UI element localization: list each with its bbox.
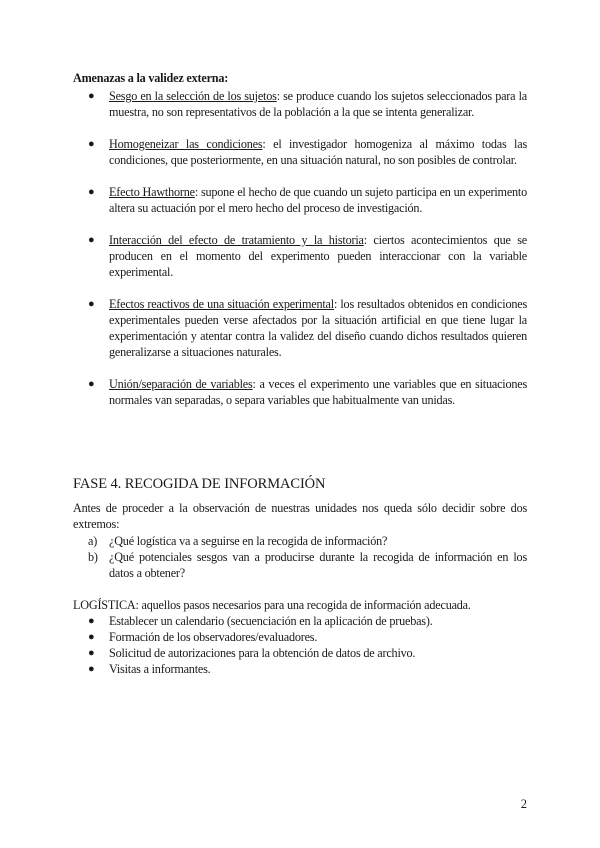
logistics-item xyxy=(73,645,527,661)
threat-item xyxy=(73,136,527,168)
question-marker: a) xyxy=(88,534,98,548)
threat-description: : los resultados obtenidos en condiciones experimentales pueden verse afectados por la situación artificial en que tiene lugar la experimentación y atentar contra la validez del diseño cuando dichos resultados quieren generalizarse a situaciones naturales. xyxy=(109,297,527,359)
question-text: ¿Qué logística va a seguirse en la recogida de información? xyxy=(109,534,388,548)
threat-description: : a veces el experimento une variables que en situaciones normales van separadas, o separa variables que habitualmente van unidas. xyxy=(109,377,528,407)
threat-term: Unión/separación de variables xyxy=(109,377,253,391)
question-text: ¿Qué potenciales sesgos van a producirse durante la recogida de información en los datos a obtener? xyxy=(109,550,527,580)
threat-description: : el investigador homogeniza al máximo todas las condiciones, que posteriormente, en una situación natural, no son posibles de controlar. xyxy=(109,137,527,167)
logistics-item xyxy=(73,661,527,677)
threat-term: Efectos reactivos de una situación experimental xyxy=(109,297,334,311)
question-marker: b) xyxy=(88,550,98,564)
logistics-label: LOGÍSTICA: aquellos pasos necesarios para una recogida de información adecuada. xyxy=(73,598,471,612)
logistics-item xyxy=(73,613,527,629)
bullet-icon: ● xyxy=(88,615,95,627)
threat-item xyxy=(73,296,527,360)
logistics-item xyxy=(73,629,527,645)
page-number: 2 xyxy=(520,797,527,811)
logistics-item-text: Formación de los observadores/evaluadores. xyxy=(109,630,318,644)
logistics-item-text: Establecer un calendario (secuenciación en la aplicación de pruebas). xyxy=(109,614,433,628)
threats-heading: Amenazas a la validez externa: xyxy=(73,71,229,85)
threat-description: : supone el hecho de que cuando un sujeto participa en un experimento altera su actuación por el mero hecho del proceso de investigación. xyxy=(109,185,527,215)
threat-item xyxy=(73,232,527,280)
bullet-icon: ● xyxy=(88,298,95,310)
bullet-icon: ● xyxy=(88,90,95,102)
bullet-icon: ● xyxy=(88,647,95,659)
logistics-item-text: Solicitud de autorizaciones para la obtención de datos de archivo. xyxy=(109,646,416,660)
threat-term: Efecto Hawthorne xyxy=(109,185,195,199)
threat-list xyxy=(73,88,527,424)
bullet-icon: ● xyxy=(88,138,95,150)
question-item xyxy=(73,533,527,549)
bullet-icon: ● xyxy=(88,663,95,675)
question-item xyxy=(73,549,527,581)
threat-item xyxy=(73,376,527,408)
logistics-item-text: Visitas a informantes. xyxy=(109,662,211,676)
question-list xyxy=(73,533,527,581)
threat-description: : se produce cuando los sujetos seleccionados para la muestra, no son representativos de la población a la que se intenta generalizar. xyxy=(109,89,527,119)
threat-term: Interacción del efecto de tratamiento y la historia xyxy=(109,233,364,247)
bullet-icon: ● xyxy=(88,631,95,643)
bullet-icon: ● xyxy=(88,378,95,390)
threat-term: Sesgo en la selección de los sujetos xyxy=(109,89,277,103)
section-intro: Antes de proceder a la observación de nuestras unidades nos queda sólo decidir sobre dos extremos: xyxy=(73,501,527,531)
section-title: FASE 4. RECOGIDA DE INFORMACIÓN xyxy=(73,476,326,492)
bullet-icon: ● xyxy=(88,234,95,246)
bullet-icon: ● xyxy=(88,186,95,198)
threat-description: : ciertos acontecimientos que se producen en el momento del experimento pueden interaccionar con la variable experimental. xyxy=(109,233,527,279)
logistics-list xyxy=(73,613,527,677)
threat-item xyxy=(73,88,527,120)
threat-term: Homogeneizar las condiciones xyxy=(109,137,263,151)
threat-item xyxy=(73,184,527,216)
